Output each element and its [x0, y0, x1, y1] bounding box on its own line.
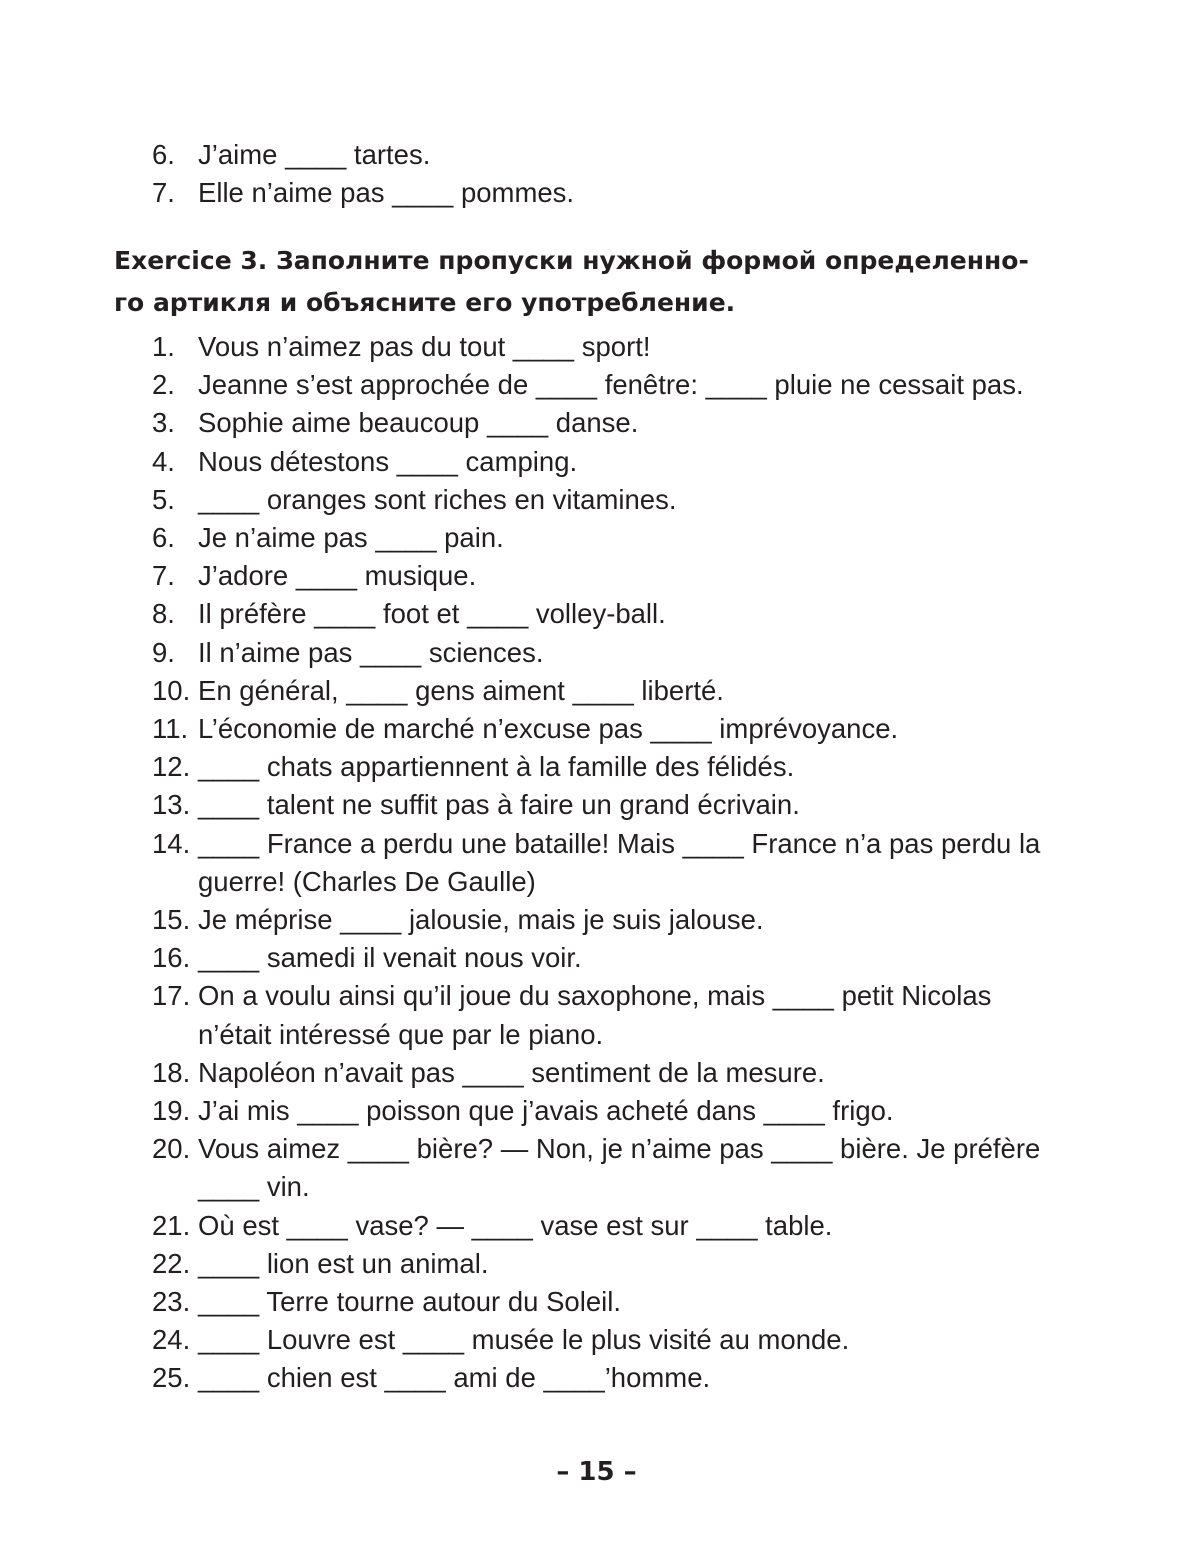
- item-text: J’adore ____ musique.: [198, 560, 477, 592]
- item-number: 19.: [152, 1095, 191, 1127]
- list-item: [152, 443, 1062, 481]
- item-text: ____ Louvre est ____ musée le plus visité au monde.: [198, 1324, 850, 1356]
- item-text: Il préfère ____ foot et ____ volley-ball.: [198, 598, 666, 630]
- item-number: 7.: [152, 177, 175, 209]
- item-text: J’aime ____ tartes.: [198, 139, 431, 170]
- item-text: On a voulu ainsi qu’il joue du saxophone, mais ____ petit Nicolas n’était intéressé que par le piano.: [198, 980, 992, 1050]
- item-text: Vous aimez ____ bière? — Non, je n’aime pas ____ bière. Je préfère ____ vin.: [198, 1133, 1041, 1203]
- item-text: Sophie aime beaucoup ____ danse.: [198, 407, 639, 439]
- item-text: Vous n’aimez pas du tout ____ sport!: [198, 331, 651, 362]
- exercise-heading: Exercice 3. Заполните пропуски нужной формой определенно- го артикля и объясните его употребление.: [114, 246, 1029, 317]
- item-number: 11.: [152, 713, 189, 745]
- list-item: [152, 672, 1062, 710]
- item-text: ____ Terre tourne autour du Soleil.: [198, 1286, 621, 1318]
- item-number: 23.: [152, 1286, 191, 1318]
- list-item: [152, 481, 1062, 519]
- item-text: ____ chats appartiennent à la famille des félidés.: [198, 751, 795, 783]
- page-number: – 15 –: [556, 1457, 637, 1487]
- item-number: 3.: [152, 407, 175, 439]
- list-item: [152, 1283, 1062, 1321]
- item-number: 15.: [152, 904, 191, 936]
- item-number: 25.: [152, 1362, 191, 1394]
- list-item: [152, 1359, 1062, 1397]
- item-number: 24.: [152, 1324, 191, 1356]
- item-number: 17.: [152, 980, 191, 1012]
- list-item: [152, 1092, 1062, 1130]
- item-text: En général, ____ gens aiment ____ liberté.: [198, 674, 724, 706]
- item-number: 22.: [152, 1247, 191, 1279]
- exercise-list: [152, 328, 1062, 1398]
- item-text: Jeanne s’est approchée de ____ fenêtre: ____ pluie ne cessait pas.: [198, 369, 1024, 401]
- item-text: Je méprise ____ jalousie, mais je suis jalouse.: [198, 904, 764, 936]
- list-item: [152, 557, 1062, 595]
- item-text: Napoléon n’avait pas ____ sentiment de la mesure.: [198, 1056, 825, 1088]
- item-text: Elle n’aime pas ____ pommes.: [198, 177, 575, 209]
- list-item: [152, 901, 1062, 939]
- item-number: 4.: [152, 445, 175, 477]
- item-text: J’ai mis ____ poisson que j’avais acheté dans ____ frigo.: [198, 1095, 894, 1127]
- item-number: 6.: [152, 522, 175, 554]
- item-number: 6.: [152, 139, 175, 170]
- previous-exercise-continuation: [152, 136, 1062, 212]
- list-item: [152, 748, 1062, 786]
- list-item: [152, 1130, 1062, 1206]
- list-item: [152, 634, 1062, 672]
- item-text: ____ samedi il venait nous voir.: [198, 942, 582, 974]
- list-item: [152, 1207, 1062, 1245]
- list-item: [152, 174, 1062, 212]
- item-text: ____ talent ne suffit pas à faire un grand écrivain.: [198, 789, 800, 821]
- list-item: [152, 977, 1062, 1053]
- list-item: [152, 404, 1062, 442]
- item-number: 21.: [152, 1209, 191, 1241]
- item-number: 13.: [152, 789, 191, 821]
- list-item: [152, 939, 1062, 977]
- item-text: ____ oranges sont riches en vitamines.: [198, 483, 677, 515]
- list-item: [152, 595, 1062, 633]
- list-item: [152, 786, 1062, 824]
- item-number: 16.: [152, 942, 191, 974]
- item-number: 9.: [152, 636, 175, 668]
- item-number: 5.: [152, 483, 175, 515]
- item-number: 1.: [152, 331, 175, 362]
- item-text: ____ chien est ____ ami de ____’homme.: [198, 1362, 711, 1394]
- list-item: [152, 366, 1062, 404]
- list-item: [152, 136, 1062, 174]
- item-number: 12.: [152, 751, 191, 783]
- item-number: 7.: [152, 560, 175, 592]
- item-text: Il n’aime pas ____ sciences.: [198, 636, 544, 668]
- list-item: [152, 328, 1062, 366]
- item-number: 2.: [152, 369, 175, 401]
- item-number: 8.: [152, 598, 175, 630]
- item-number: 18.: [152, 1056, 191, 1088]
- item-number: 10.: [152, 674, 191, 706]
- list-item: [152, 710, 1062, 748]
- item-number: 20.: [152, 1133, 191, 1165]
- item-text: Nous détestons ____ camping.: [198, 445, 578, 477]
- item-text: Je n’aime pas ____ pain.: [198, 522, 504, 554]
- list-item: [152, 825, 1062, 901]
- list-item: [152, 1321, 1062, 1359]
- item-text: ____ lion est un animal.: [198, 1247, 489, 1279]
- item-text: ____ France a perdu une bataille! Mais ____ France n’a pas perdu la guerre! (Charles De Gaulle): [198, 827, 1041, 897]
- item-text: L’économie de marché n’excuse pas ____ imprévoyance.: [198, 713, 899, 745]
- item-text: Où est ____ vase? — ____ vase est sur ____ table.: [198, 1209, 833, 1241]
- list-item: [152, 519, 1062, 557]
- item-number: 14.: [152, 827, 191, 859]
- list-item: [152, 1054, 1062, 1092]
- list-item: [152, 1245, 1062, 1283]
